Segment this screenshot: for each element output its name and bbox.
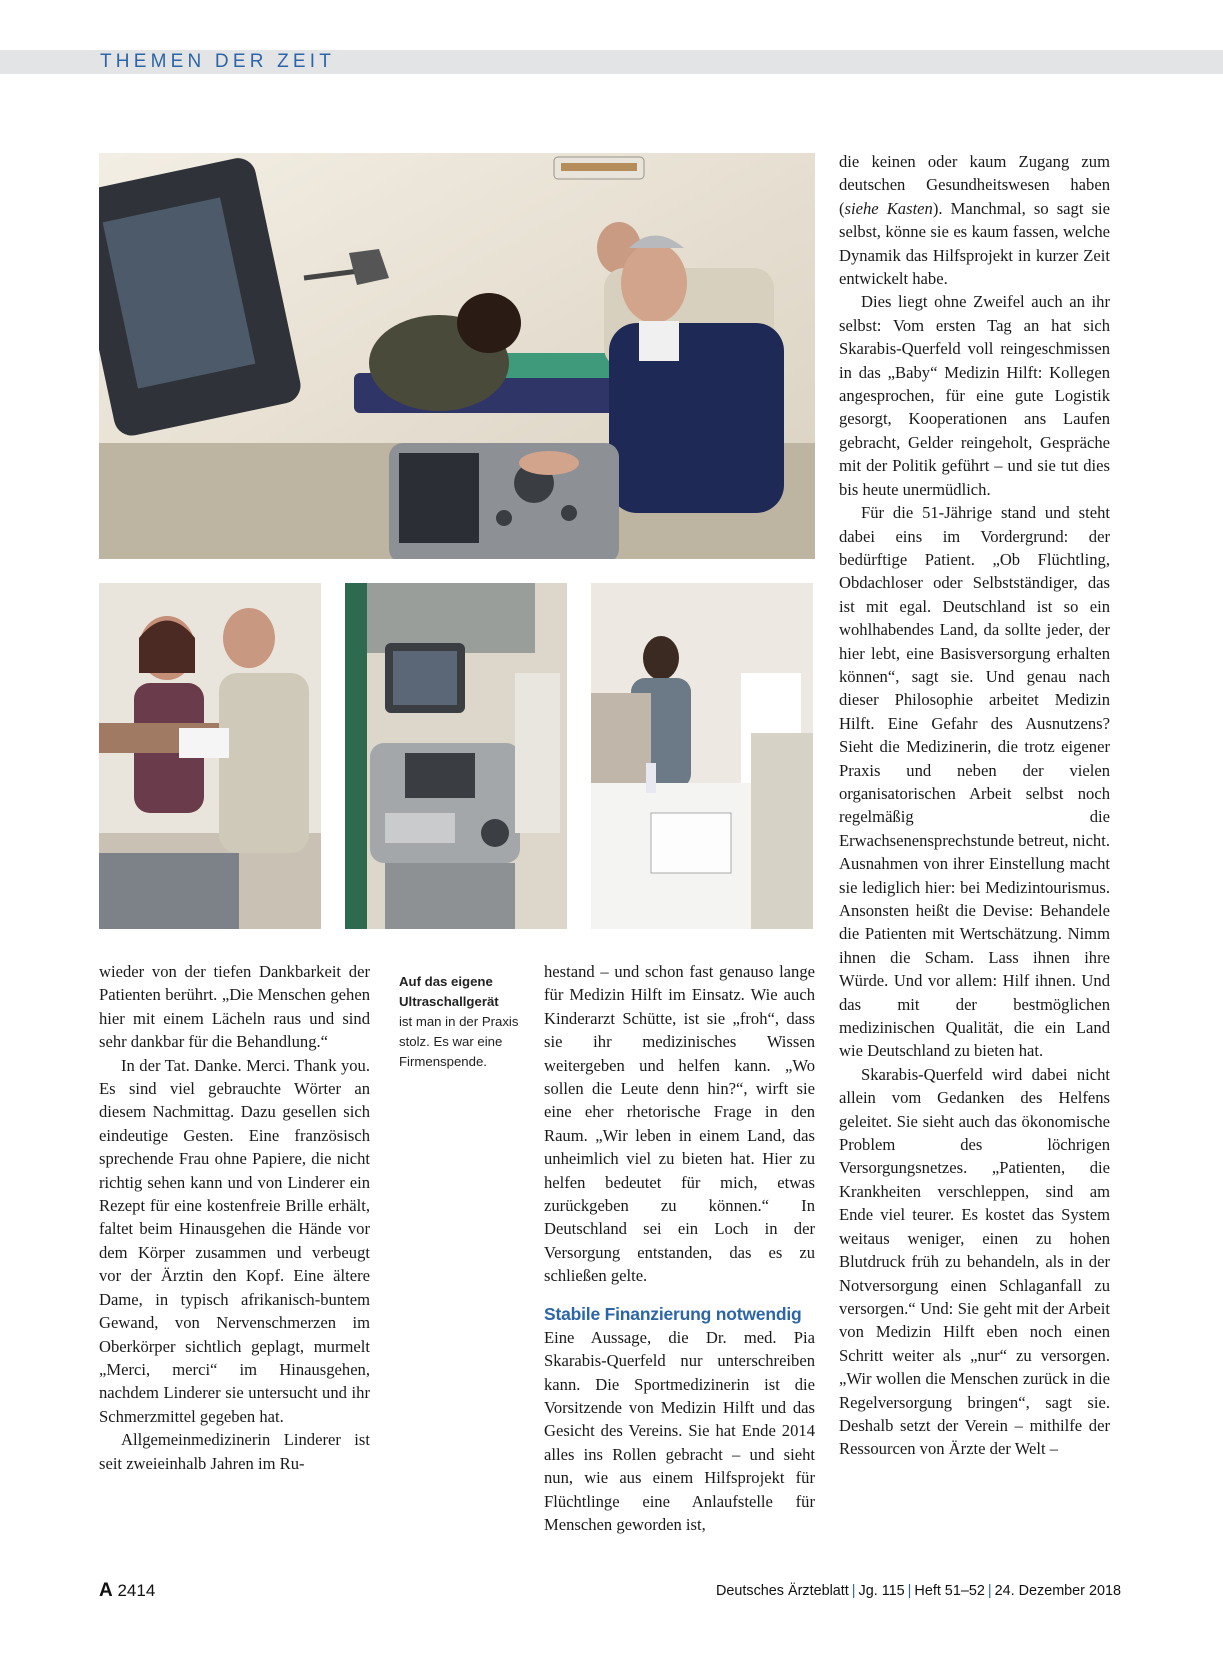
paragraph: In der Tat. Danke. Merci. Thank you. Es sind viel gebrauchte Wörter an diesem Nachmittag. Dazu gesellen sich eindeutige Gesten. Eine französisch sprechende Frau ohne Papiere, die nicht richtig sehen kann und von Linderer ein Rezept für eine kostenfreie Brille erhält, faltet beim Hinausgehen die Hände vor dem Körper zusammen und verbeugt vor der Ärztin den Kopf. Eine ältere Dame, in typisch afrikanisch-buntem Gewand, von Nervenschmerzen im Oberkörper sichtlich geplagt, murmelt „Merci, merci“ im Hinausgehen, nachdem Linderer sie untersucht und ihr Schmerzmittel gegeben hat. xyxy=(99,1055,370,1426)
paragraph: Allgemeinmedizinerin Linderer ist seit zweieinhalb Jahren im Ru- xyxy=(99,1430,370,1473)
paragraph: Dies liegt ohne Zweifel auch an ihr selbst: Vom ersten Tag an hat sich Skarabis-Querfeld voll reingeschmissen in das „Baby“ Medizin Hilft: Kollegen angesprochen, für eine gute Logistik gesorgt, Kooperationen ans Laufen gebracht, Gelder reingeholt, Gespräche mit der Politik geführt – und sie tut dies bis heute unermüdlich. xyxy=(839,292,1110,499)
section-title: THEMEN DER ZEIT xyxy=(100,51,336,72)
paragraph: Eine Aussage, die Dr. med. Pia Skarabis-Querfeld nur unterschreiben kann. Die Sportmedizinerin ist die Vorsitzende von Medizin Hilft und das Gesicht des Vereins. Sie hat Ende 2014 alles ins Rollen gebracht – und sieht nun, wie aus einem Hilfsprojekt für Flüchtlinge eine Anlaufstelle für Menschen geworden ist, xyxy=(544,1327,815,1534)
article-column-1 xyxy=(99,960,370,1475)
caption-text: ist man in der Praxis stolz. Es war eine Firmenspende. xyxy=(399,1014,519,1069)
main-photo xyxy=(99,153,815,559)
caption-bold: Auf das eigene Ultraschallgerät xyxy=(399,974,499,1009)
issue: Heft 51–52 xyxy=(914,1583,985,1599)
text-run: ). Manchmal, so sagt sie selbst, könne sie es kaum fassen, welche Dynamik das Hilfsprojekt in kurzer Zeit entwickelt habe. xyxy=(839,198,1111,289)
photo-exam-room xyxy=(591,583,813,929)
page-number-value: 2414 xyxy=(117,1581,156,1600)
page-number xyxy=(99,1580,155,1602)
page-letter: A xyxy=(99,1580,113,1601)
paragraph xyxy=(839,150,1110,290)
article-column-3 xyxy=(544,960,815,1536)
paragraph: Skarabis-Querfeld wird dabei nicht allein vom Gedanken des Helfens geleitet. Sie sieht auch das ökonomische Problem des löchrigen Versorgungsnetzes. „Patienten, die Krankheiten verschleppen, sind am Ende viel teurer. Es kostet das System weitaus weniger, einen zu hohen Blutdruck früh zu behandeln, als in der Notversorgung einen Schlaganfall zu versorgen.“ Und: Sie geht mit der Arbeit von Medizin Hilft eben noch einen Schritt weiter als „nur“ zu versorgen. „Wir wollen die Menschen zurück in die Regelversorgung bringen“, sagt sie. Deshalb setzt der Verein – mithilfe der Ressourcen von Ärzte der Welt – xyxy=(839,1064,1110,1459)
article-column-4 xyxy=(839,150,1110,1461)
photo-caption xyxy=(399,972,529,1072)
paragraph: hestand – und schon fast genauso lange für Medizin Hilft im Einsatz. Wie auch Kinderarzt Schütte, ist sie „froh“, dass sie ihr medizinisches Wissen weitergeben und helfen kann. „Wo sollen die Leute denn hin?“, wirft sie eine eher rhetorische Frage in den Raum. „Wir leben in einem Land, das unheimlich viel zu bieten hat. Hier zu helfen bedeutet für mich, etwas zurückgeben zu können.“ In Deutschland sei ein Loch in der Versorgung entstanden, das es zu schließen gelte. xyxy=(544,962,815,1286)
issue-date: 24. Dezember 2018 xyxy=(994,1583,1121,1599)
photo-ultrasound-machine xyxy=(345,583,567,929)
volume: Jg. 115 xyxy=(858,1583,905,1599)
text-run: die keinen oder kaum Zugang zum deutschen Gesundheitswesen haben ( xyxy=(839,152,1110,218)
separator: | xyxy=(851,1583,856,1599)
subheading: Stabile Finanzierung notwendig xyxy=(544,1303,802,1324)
paragraph: Für die 51-Jährige stand und steht dabei eins im Vordergrund: der bedürftige Patient. „Ob Flüchtling, Obdachloser oder Selbstständiger, das ist mit egal. Deutschland ist so ein wohlhabendes Land, da sollte jeder, der hier lebt, eine Basisversorgung erhalten können“, sagt sie. Und genau nach dieser Philosophie arbeitet Medizin Hilft. Eine Gefahr des Ausnutzens? Sieht die Medizinerin, die trotz eigener Praxis und neben der vielen organisatorischen Arbeit selbst noch regelmäßig die Erwachsenensprechstunde betreut, nicht. Ausnahmen von ihrer Einstellung macht sie lediglich hier: bei Medizintourismus. Ansonsten heißt die Devise: Behandele die Patienten mit Wertschätzung. Nimm ihnen die Scham. Lass ihnen ihre Würde. Und vor allem: Hilf ihnen. Und das mit der bestmöglichen medizinischen Qualität, die ein Land wie Deutschland zu bieten hat. xyxy=(839,503,1110,1061)
box-reference: siehe Kasten xyxy=(844,198,933,218)
paragraph: wieder von der tiefen Dankbarkeit der Patienten berührt. „Die Menschen gehen hier mit einem Lächeln raus und sind sehr dankbar für die Behandlung.“ xyxy=(99,962,370,1052)
separator: | xyxy=(987,1583,992,1599)
separator: | xyxy=(907,1583,912,1599)
photo-doctors-treating-patient xyxy=(99,583,321,929)
journal-name: Deutsches Ärzteblatt xyxy=(716,1583,849,1599)
publication-info xyxy=(716,1583,1121,1599)
